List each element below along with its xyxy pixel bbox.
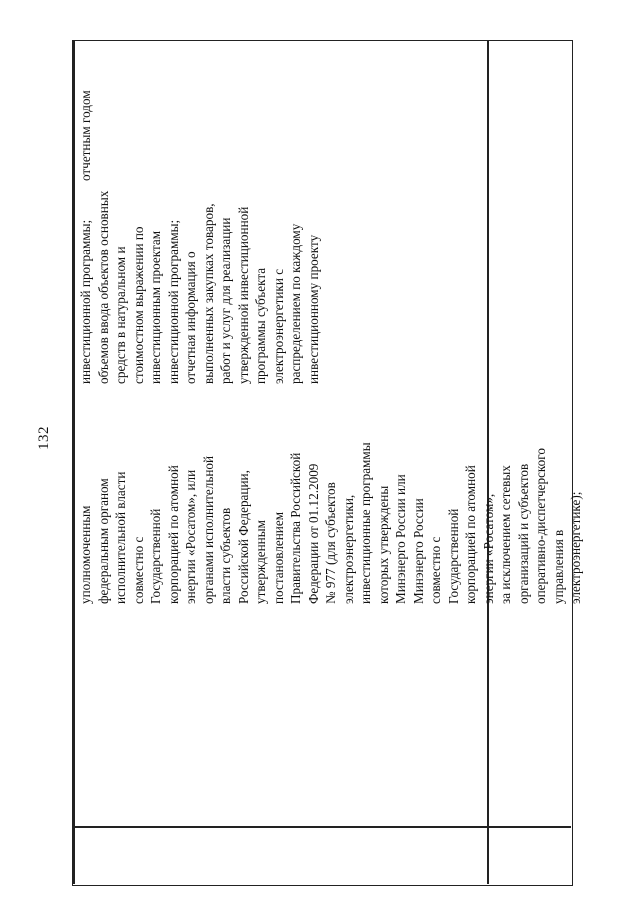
- table-rule-col1: [73, 41, 75, 884]
- page-number: 132: [36, 426, 52, 450]
- table-rule-top: [73, 826, 571, 828]
- document-table: [72, 40, 583, 886]
- table-cell-period: отчетным годом: [78, 90, 93, 181]
- table-cell-report-content: инвестиционной программы; объемов ввода объектов основных средств в натуральном и стоимостном выражении по инвестиционным проектам инвестиционной программы; отчетная информация о выполненных закупках товаров, работ и услуг для реализации утвержденной инвестиционной программы субъекта электроэнергетики с распределением по каждому инвестиционному проекту: [78, 190, 321, 384]
- table-cell-conditions: уполномоченным федеральным органом исполнительной власти совместно с Государственной корпорацией по атомной энергии «Росатом», или органами исполнительной власти субъектов Российской Федерации, утвержденным постановлением Правительства Российской Федерации от 01.12.2009 № 977 (для субъектов электроэнергетики, инвестиционные программы которых утверждены Минэнерго России или Минэнерго России совместно с Государственной корпорацией по атомной энергии «Росатом», за исключением сетевых организаций и субъектов оперативно-диспетчерского управления в электроэнергетике);: [78, 442, 583, 604]
